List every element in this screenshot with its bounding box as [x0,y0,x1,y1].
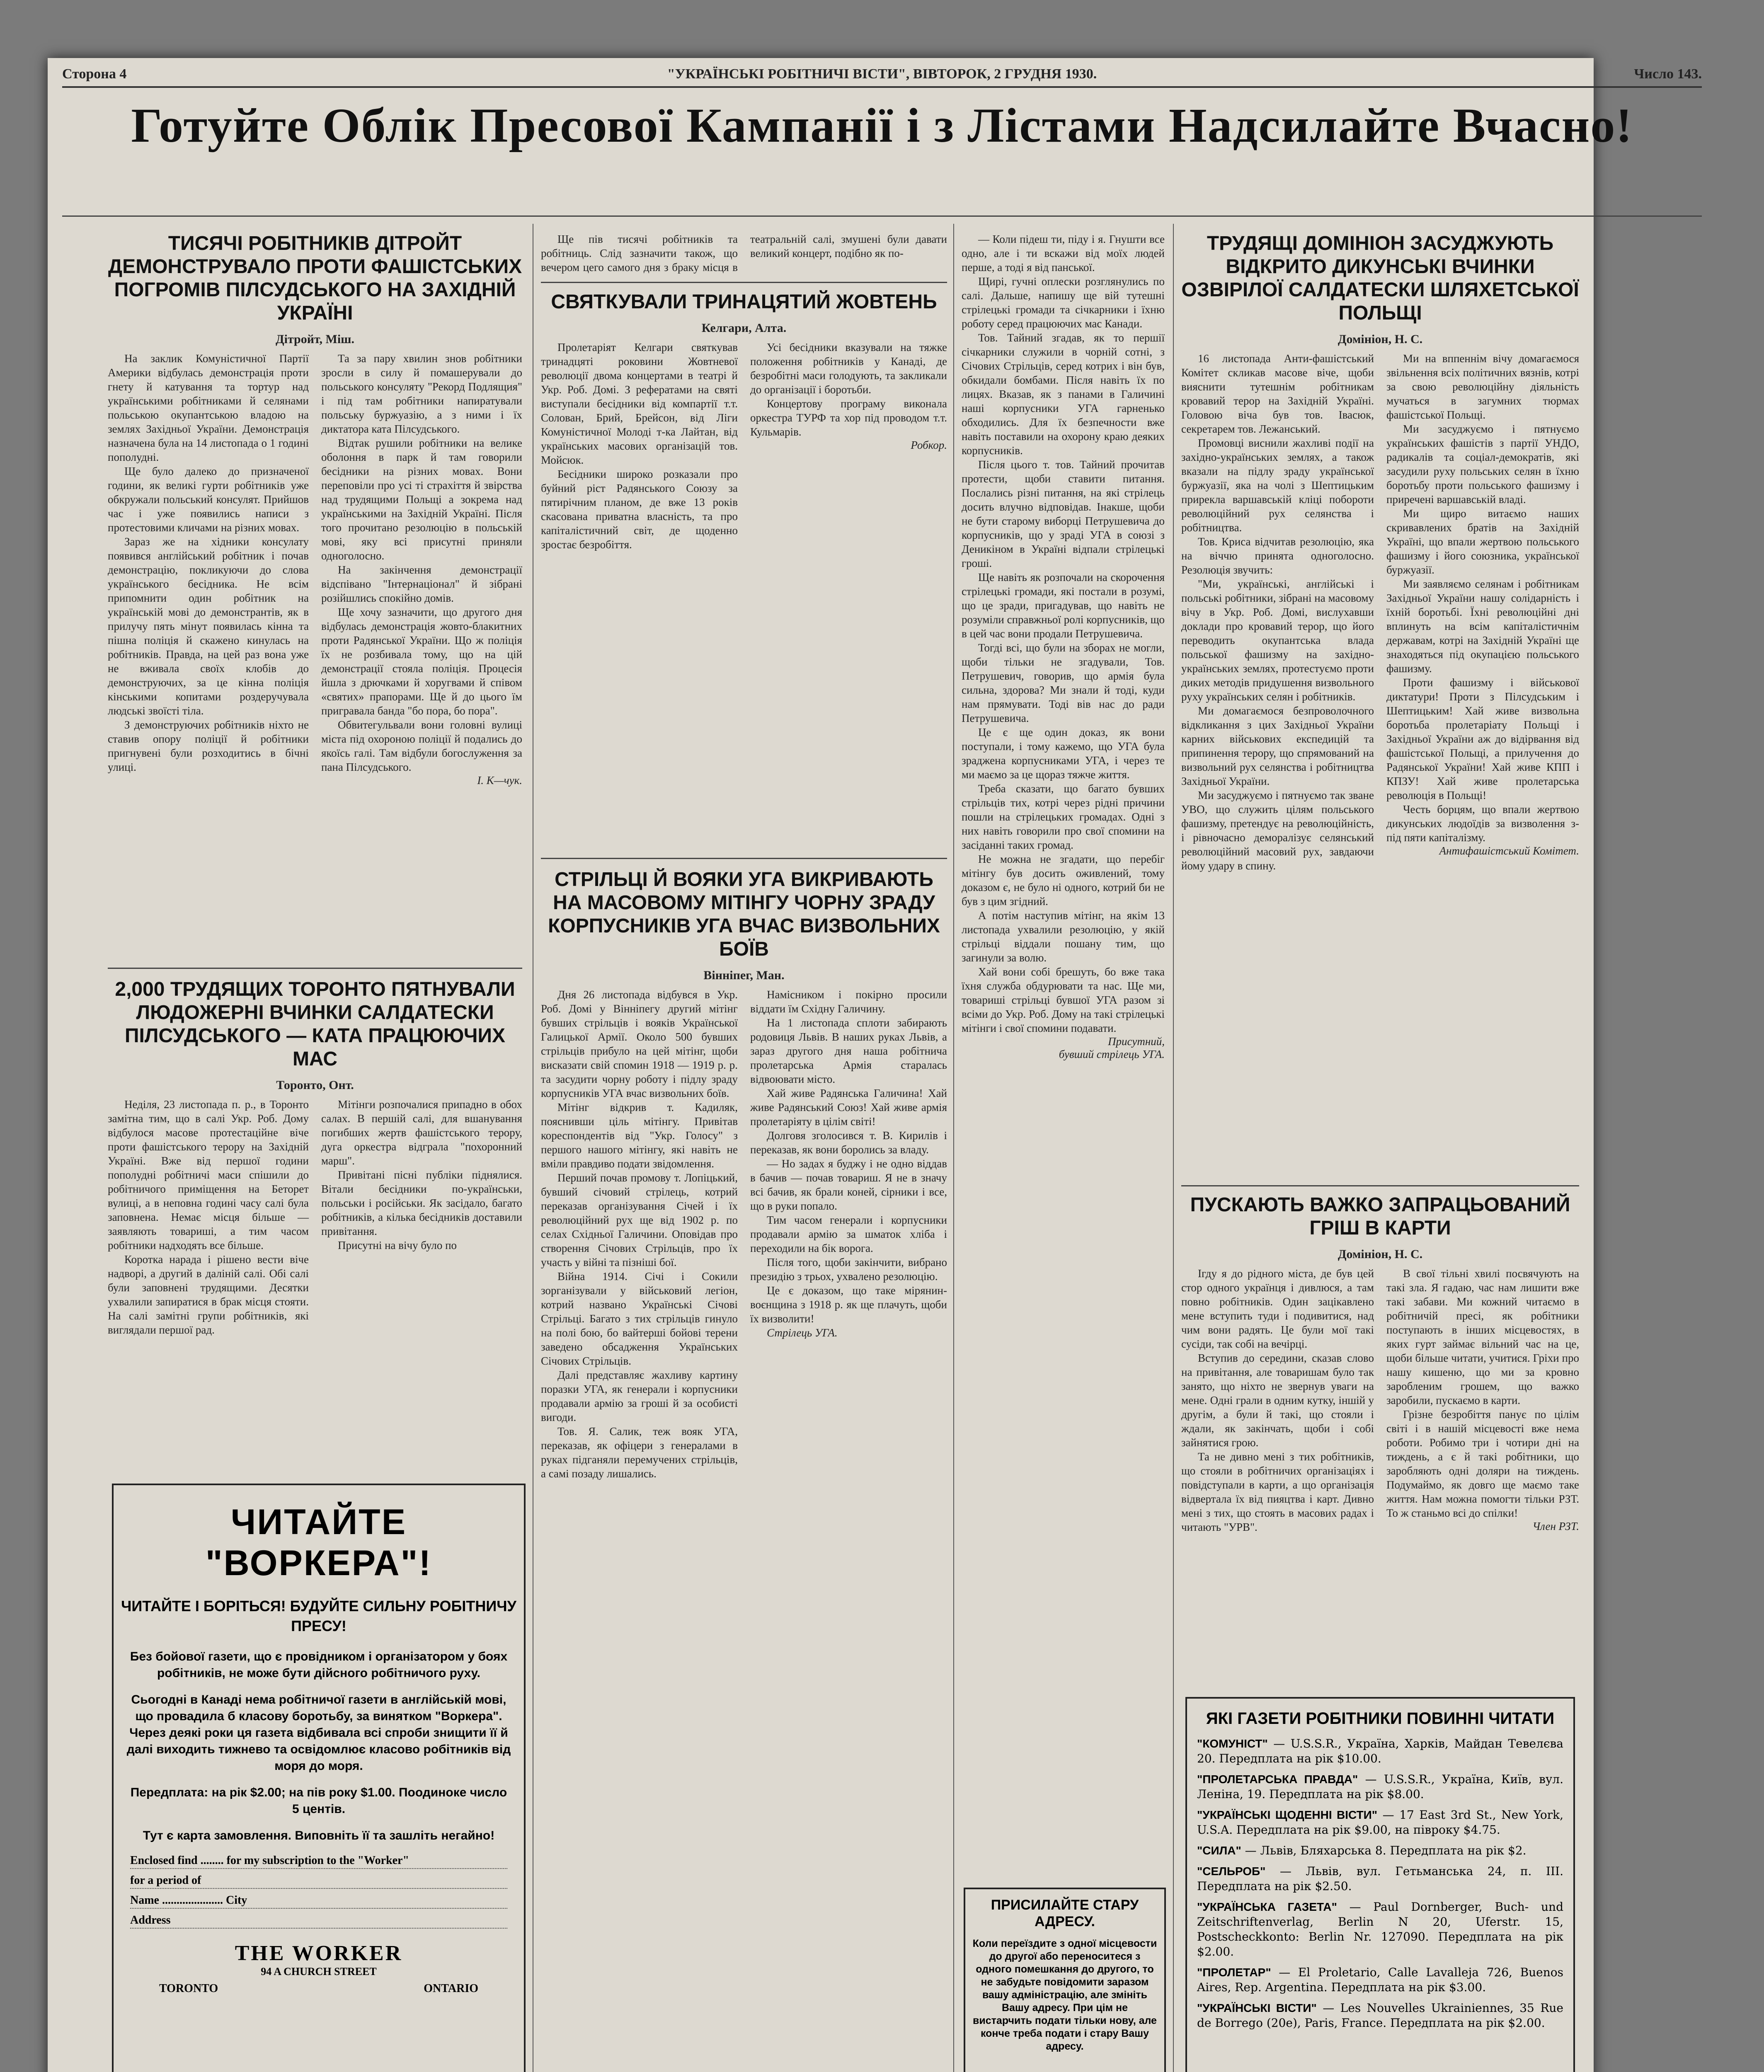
paragraph: Вступив до середини, сказав слово на привітання, але товаришам було так занято, що ніхто не звернув уваги на мене. Одні грали в одним кутку, іншій у другім, а були й такі, що стояли і ждали, як закінчать, щоби і собі зайнятися грою. [1181,1352,1374,1449]
banner-headline: Готуйте Облік Пресової Кампанії і з Лістами Надсилайте Вчасно! [131,98,1633,152]
newspaper-name: "УКРАЇНСЬКІ ВІСТИ" [1197,2002,1317,2014]
list-item [1197,1900,1563,1959]
headline: ТИСЯЧІ РОБІТНИКІВ ДІТРОЙТ ДЕМОНСТРУВАЛО ПРОТИ ФАШІСТСЬКИХ ПОГРОМІВ ПІЛСУДСЬКОГО НА ЗАХІДНІЙ УКРАЇНІ [108,232,522,324]
paragraph: Ще пів тисячі робітників та робітниць. Слід зазначити також, що вечером цего самого дня з браку місця в театральній салі, змушені були давати великий концерт, подібно як по- [541,233,947,274]
list-title: ЯКІ ГАЗЕТИ РОБІТНИКИ ПОВИННІ ЧИТАТИ [1206,1709,1555,1728]
paragraph: Концертову програму виконала оркестра ТУРФ та хор під проводом т.т. Кульмарів. [750,397,947,438]
newspaper-details: — Paul Dornberger, Buch- und Zeitschriftenverlag, Berlin N 20, Uferstr. 15, Postscheckkonto: Berlin Nr. 127090. Передплата на рік $2.00. [1197,1900,1563,1958]
header-rule [62,86,1702,88]
paragraph: Ми домагаємося безпроволочного відкликання з цих Західньої України карних військових експедицій та припинення терору, що спрямований на визвольний рух селянства і робітництва Західньої України. [1181,704,1374,787]
paragraph: Ми засуджуємо і пятнуємо українських фашістів з партії УНДО, радикалів та соціал-демократів, які засудили руху польських селян в їхню боротьбу проти польського фашизму і приречені варшавській владі. [1386,423,1579,506]
paragraph: Пролетаріят Келгари святкував тринадцяті роковини Жовтневої революції двома концертами в театрі й Укр. Роб. Домі. З рефератами на святі виступали бесідники від компартії т.т. Солован, Брий, Брейсон, від Ліги Комуністичної Молоді т-ка Лайтан, від українських масових організацій тов. Мойсюк. [541,341,738,466]
headline: ПУСКАЮТЬ ВАЖКО ЗАПРАЦЬОВАНИЙ ГРІШ В КАРТИ [1190,1194,1570,1239]
article-detroit [108,232,522,961]
list-item [1197,1772,1563,1802]
paragraph: 16 листопада Анти-фашістський Комітет скликав масове віче, щоби вияснити тутешнім робітникам кровавий терор на Західній Україні. Головою віча був тов. Івасюк, секретарем тов. Лежанський. [1181,352,1374,435]
paragraph: На закінчення демонстрації відспівано "Інтернаціонал" й зібрані розійшлись спокійно домів. [321,564,522,604]
article-cards [1181,1193,1579,1687]
notice-text: Коли переїздите з одної місцевости до другої або переноситеся з одного помешкання до другого, то не забудьте повідомити заразом вашу адміністрацію, але змініть Вашу адресу. При цім не вистарчить подати тільки нову, але конче треба подати і стару Вашу адресу. [972,1938,1157,2052]
paragraph: — Но задах я буджу і не одно віддав в бачив — почав товариш. Я не в значу всі бачив, як брали коней, сірники і все, що в руки попало. [750,1157,947,1212]
newspaper-name: "СЕЛЬРОБ" [1197,1865,1266,1878]
paragraph: На 1 листопада сплоти забирають родовиця Львів. В наших руках Львів, а зараз другого дня наша робітнича пролетарська Армія старалась відвоювати місто. [750,1017,947,1085]
newspaper-details: — 17 East 3rd St., New York, U.S.A. Передплата на рік $9.00, на півроку $4.75. [1197,1808,1564,1837]
signature: Антифашістський Комітет. [1439,845,1579,857]
paragraph: Ми щиро витаємо наших скривавлених братів на Західній Україні, що впали жертвою польського фашизму і його союзника, української буржуазії. [1386,507,1579,576]
newspaper-name: "ПРОЛЕТАРСЬКА ПРАВДА" [1197,1773,1358,1786]
headline: СТРІЛЬЦІ Й ВОЯКИ УГА ВИКРИВАЮТЬ НА МАСОВОМУ МІТІНГУ ЧОРНУ ЗРАДУ КОРПУСНИКІВ УГА ВЧАС ВИЗВОЛЬНИХ БОЇВ [548,869,940,960]
dateline: Домініон, Н. С. [1338,332,1423,346]
signature: Робкор. [911,439,947,451]
province: ONTARIO [424,1982,478,1995]
paragraph: На заклик Комуністичної Партії Америки відбулась демонстрація проти гнету й катування та тортур над українськими робітниками й селянами польською окупантською владою на землях Західньої України. Демонстрація назначена була на 14 листопада о 1 годині пополудні. [108,352,309,463]
org-address: 94 A CHURCH STREET [261,1965,377,1978]
article-rule [541,858,947,859]
paragraph: Ігду я до рідного міста, де був цей стор одного українця і дивлюся, а там повно робітників. Один зацікавлено мене вступить туди і подивитися, над чим вони радять. Це були мої такі сусіди, так собі на вечірці. [1181,1267,1374,1350]
paragraph: Тогді всі, що були на зборах не могли, щоби тільки не згадували, Тов. Петрушевич, говорив, що армія була сильна, здорова? Ми знали й тоді, куди нам прямувати. Тоді вів нас до ради Петрушевича. [962,641,1165,724]
newspaper-items [1197,1736,1563,2031]
paragraph: Неділя, 23 листопада п. р., в Торонто замітна тим, що в салі Укр. Роб. Дому відбулося масове протестаційне віче проти фашістського терору на Західній Україні. Вже від першої години пополудні робітничі маси спішили до робітничого приміщення на Беторет вулиці, а в неповна годині часу салі була заповнена. Немає місця більше — заявляють товариші, а тим часом робітники надходять все більше. [108,1098,309,1251]
paragraph: Далі представляє жахливу картину поразки УГА, як генерали і корпусники продавали армію за гроші й за особисті вигоди. [541,1369,738,1423]
form-line: Name ..................... City [130,1894,507,1909]
address-notice [964,1888,1166,2072]
dateline: Келгари, Алта. [701,321,787,335]
newspaper-name: "КОМУНІСТ" [1197,1737,1268,1750]
paragraph: Та за пару хвилин знов робітники зросли в силу й помашерували до польського консуляту "Рекорд Подлящия" і під там робітники напиратували польську буржуазію, а з ними і їх диктатора ката Пілсудського. [321,352,522,435]
paragraph: Зараз же на хідники консулату появився англійський робітник і почав демонстрацію, покликуючи до слова українського бесідника. Не всім припомнити один робітник на українській мові до демонстрантів, як в прилучу пять мінут появилась кінна та пішна поліція й скажено кинулась на робітників. Правда, на цей раз вона уже не вживала своїх клобів до демонструючих, за це кінна поліція кінськими копитами роздеручувала людські звоїсті тіла. [108,535,309,717]
ad-text: Без бойової газети, що є провідником і організатором у боях робітників, не може бути дійсного робітничого руху. [130,1650,508,1680]
org-name: THE WORKER [235,1941,403,1965]
paragraph: Усі бесідники вказували на тяжке положення робітників у Канаді, де безробітні маси голодують, та закликали до організації і боротьби. [750,341,947,396]
paragraph: Ми на вппеннім вічу домагаємося звільнення всіх політичних вязнів, котрі за свою революційну діяльність мучаться в загумних тюрмах фашістської Польщі. [1386,352,1579,421]
newspaper-name: "УКРАЇНСЬКІ ЩОДЕННІ ВІСТИ" [1197,1808,1378,1821]
headline: ТРУДЯЩІ ДОМІНІОН ЗАСУДЖУЮТЬ ВІДКРИТО ДИКУНСЬКІ ВЧИНКИ ОЗВІРІЛОЇ САЛДАТЕСКИ ШЛЯХЕТСЬКОЇ ПОЛЬЩІ [1181,232,1579,324]
page-header [62,62,1702,87]
dateline: Торонто, Онт. [276,1078,354,1092]
dateline: Дітройт, Міш. [275,332,354,346]
list-item [1197,1864,1563,1894]
article-toronto [108,978,522,1475]
form-line: Address [130,1914,507,1929]
page-label: Сторона 4 [62,66,127,82]
paragraph: А потім наступив мітінг, на якім 13 листопада ухвалили резолюцію, у якій стрільці віддали пошану тим, що загинули за волю. [962,909,1165,964]
newspaper-details: — U.S.S.R., Україна, Харків, Майдан Тевелєва 20. Передплата на рік $10.00. [1197,1737,1563,1765]
newspaper-name: "ПРОЛЕТАР" [1197,1966,1271,1979]
paragraph: Присутні на вічу було по [338,1239,457,1251]
newspaper-details: — U.S.S.R., Україна, Київ, вул. Леніна, 19. Передплата на рік $8.00. [1197,1772,1563,1801]
newspaper-details: — Львів, Бляхарська 8. Передплата на рік $2. [1245,1844,1527,1857]
newspaper-name: "СИЛА" [1197,1844,1241,1857]
newspaper-name: "УКРАЇНСЬКА ГАЗЕТА" [1197,1900,1337,1913]
headline: 2,000 ТРУДЯЩИХ ТОРОНТО ПЯТНУВАЛИ ЛЮДОЖЕРНІ ВЧИНКИ САЛДАТЕСКИ ПІЛСУДСЬКОГО — КАТА ПРАЦЮЮЧИХ МАС [115,978,515,1070]
paragraph: Привітані пісні публіки піднялися. Вітали бесідники по-українськи, польськи і російськи. Як засідало, багато робітників, а кілька бесідників доставили привітання. [321,1169,522,1237]
paragraph: — Коли підеш ти, піду і я. Гнушти все одно, але і ти вскажи від моїх людей перше, а тоді я від панської. [962,233,1165,274]
article-winnipeg [541,868,947,2072]
worker-ad [112,1484,526,2072]
paragraph: Дня 26 листопада відбувся в Укр. Роб. Домі у Вінніпегу другий мітінг бувших стрільців і вояків Української Галицької Армії. Около 500 бувших стрільців прибуло на цей мітінг, щоби висказати свій спомин 1918 — 1919 р. р. та засудити чорну роботу і підлу зраду корпусників УГА вчас визвольних боїв. [541,988,738,1099]
paragraph: Треба сказати, що багато бувших стрільців тих, котрі через рідні причини пошли на стрілецьких громадах. Одні з них навіть говорили про свої спомини на засіданні таких громад. [962,782,1165,851]
paragraph: Намісником і покірно просили віддати їм Східну Галичину. [750,988,947,1015]
article-dominion-committee [1181,232,1579,1198]
paragraph: Промовці виснили жахливі події на західно-українських землях, а також вказали на підлу зраду української буржуазії, яка на чолі з Шептицьким прирекла варшавській кліці побороти революційний рух селянства і робітництва. [1181,437,1374,534]
form-line: for a period of [130,1874,507,1889]
paragraph: Мітінги розпочалися припадно в обох салах. В першій салі, для вшанування погибших жертв фашістського терору, дуга оркестра відграла "похоронний марш". [321,1098,522,1167]
paragraph: Долговя зголосився т. В. Кирилів і переказав, як вони боролись за владу. [750,1129,947,1156]
dateline: Вінніпег, Ман. [703,968,785,982]
paragraph: Тим часом генерали і корпусники продавали армію за шматок хліба і переходили на бік ворога. [750,1214,947,1254]
ad-text: Сьогодні в Канаді нема робітничої газети в англійській мові, що провадила б класову боротьбу, за винятком "Воркера". Через деякі роки ця газета відбивала всі спроби знищити її й далі виходить тижнево та освідомлює класово робітників від моря до моря. [126,1693,511,1773]
paragraph: "Ми, українські, англійські і польські робітники, зібрані на масовому вічу в Укр. Роб. Домі, вислухавши доклади про кровавий терор, що його переводить окупантська влада польської фашизму на західно-українських землях, протестуємо проти диких методів придушення визвольного руху українських селян і робітників. [1181,578,1374,703]
list-item [1197,2001,1563,2031]
article-rule [541,282,947,283]
ad-text: Тут є карта замовлення. Виповніть її та зашліть негайно! [143,1829,495,1842]
newspaper-details: — Les Nouvelles Ukrainiennes, 35 Rue de Borrego (20e), Paris, France. Передплата на рік $2.00. [1197,2001,1564,2030]
paragraph: Тов. Я. Салик, теж вояк УГА, переказав, як офіцери з генералами в руках підганяли перемучених стрільців, а самі позаду лишались. [541,1425,738,1480]
paragraph: Це є ще один доказ, як вони поступали, і тому кажемо, що УГА була зраджена корпусниками УГА, і через те ми маємо за це щораз тяжче життя. [962,726,1165,781]
paragraph: Ще було далеко до призначеної години, як великі гурти робітників уже обкружали польський консулят. Прийшов час і уже появились написи з протестовими кличами на різних мовах. [108,465,309,534]
org-city [159,1982,478,1995]
article-calgary [541,232,947,854]
list-item [1197,1736,1563,1766]
paragraph: Та не дивно мені з тих робітників, що стояли в робітничих організаціях і повідступали в карти, а що організація відвертала їх від пияцтва і карт. Дивно мені з тих, що стоять в масових радах і читають "УРВ". [1181,1450,1374,1533]
ad-subtitle: ЧИТАЙТЕ І БОРІТЬСЯ! БУДУЙТЕ СИЛЬНУ РОБІТНИЧУ ПРЕСУ! [121,1598,516,1634]
article-continued [962,232,1165,1881]
signature: Член РЗТ. [1532,1520,1579,1532]
paragraph: Щирі, гучні оплески розглянулись по салі. Дальше, напишу ще вій тутешні стрілецькі громади та січкарники і їхню роботу серед працюючих мас Канади. [962,275,1165,330]
dateline: Домініон, Н. С. [1338,1247,1423,1261]
list-item [1197,1965,1563,1995]
banner-rule [62,215,1702,217]
paragraph: Стрілець УГА. [767,1326,838,1339]
article-rule [108,968,522,969]
paragraph: Проти фашизму і військової диктатури! Проти з Пілсудським і Шептицьким! Хай живе визвольна боротьба пролетаріату Польщі і Західньої України аж до відірвання від фашістської Польщі, а прилучення до Радянської України! Хай живе КПП і КПЗУ! Хай живе пролетарська революція в Польщі! [1386,676,1579,801]
paragraph: Після цього т. тов. Тайний прочитав протести, щоби ставити питання. Послались різні питання, на які стрілець досить влучно відповідав. Інакше, щоби не бути старому виборці Петрушевича до корпусників, що у зраді УГА в союзі з Деникіном в Україні відпали стрілецькі гроші. [962,458,1165,569]
ad-title: ЧИТАЙТЕ "ВОРКЕРА"! [205,1502,432,1583]
paragraph: Грізне безробіття панує по цілім світі і в нашій місцевості вже нема роботи. Робимо три і чотири дні на тиждень, а є й такі робітники, що заробляють одні доляри на тиждень. Подумаймо, як довго ще маємо таке життя. Нам можна помогти тільки РЗТ. То ж станьмо всі до спілки! [1386,1408,1579,1519]
list-item [1197,1843,1563,1858]
paragraph: Перший почав промову т. Лопіцький, бувший січовий стрілець, котрий переказав організування Січей і їх революційний рух ще від 1902 р. по селах Східньої Галичини. Оповідав про створення Січових Стрільців, про їх участь у війні та пізніші бої. [541,1172,738,1268]
paragraph: Мітінг відкрив т. Кадиляк, пояснивши ціль мітінгу. Привітав кореспондентів від "Укр. Голосу" з першого нашого мітінгу, які навіть не вміли правдиво подати звідомлення. [541,1101,738,1170]
city: TORONTO [159,1982,218,1995]
paragraph: З демонструючих робітників ніхто не ставив опору поліції й робітники пригнувені були розходитись в бічні улиці. [108,719,309,773]
newspapers-list [1185,1697,1575,2072]
paper-dateline: "УКРАЇНСЬКІ РОБІТНИЧІ ВІСТИ", ВІВТОРОК, 2 ГРУДНЯ 1930. [667,66,1097,82]
paragraph: Після того, щоби закінчити, вибрано президію з трьох, ухвалено резолюцію. [750,1256,947,1283]
headline: СВЯТКУВАЛИ ТРИНАЦЯТИЙ ЖОВТЕНЬ [551,291,937,313]
ad-price: Передплата: на рік $2.00; на пів року $1.00. Поодиноке число 5 центів. [130,1786,507,1816]
paragraph: Хай живе Радянська Галичина! Хай живе Радянський Союз! Хай живе армія пролетаріяту в цілім світі! [750,1087,947,1128]
paragraph: В свої тільні хвилі посвячують на такі зла. Я гадаю, час нам лишити вже такі забави. Ми кожний читаємо в робітничій пресі, як робітники поступають в інших місцевостях, в яких гурт займає вільний час на це, щоби більше читати, учитися. Гріхи про нашу кишеню, що ми за кровно заробленим грошем, що важко заробили, пускаємо в карти. [1386,1267,1579,1406]
paragraph: Тов. Криса відчитав резолюцію, яка на віччю принята одноголосно. Резолюція звучить: [1181,535,1374,576]
paragraph: Коротка нарада і рішено вести віче надворі, а другий в даліній салі. Обі салі були заповнені трудящими. Десятки ухвалили запиратися в брак місця стояти. На салі замітні групи робітників, які виглядали першої рад. [108,1253,309,1336]
paragraph: Не можна не згадати, що перебіг мітінгу був досить оживлений, тому доказом є, не було ні одного, котрий би не був з цим згідний. [962,853,1165,908]
paragraph: Бесідники широко розказали про буйний ріст Радянського Союзу за пятирічним планом, де вже 13 років скасована приватна власність, та про капіталістичний світ, де щоденно зростає безробіття. [541,468,738,551]
paragraph: Хай вони собі брешуть, бо вже така їхня служба обдурювати та нас. Ще ми, товариші стрільці бувшої УГА разом зі всіми до Укр. Роб. Дому на такі стрілецькі мітінги і свої спомини подавати. [962,966,1165,1034]
list-item [1197,1808,1563,1837]
paragraph: Честь борцям, що впали жертвою дикунських людоїдів за визволення з-під пяти капіталізму. [1386,803,1579,844]
issue-number: Число 143. [1634,66,1702,82]
signature: Присутний, [1108,1035,1165,1048]
newspaper-details: — Львів, вул. Гетьманська 24, п. ІІІ. Передплата на рік $2.50. [1197,1864,1563,1893]
paragraph: Війна 1914. Січі і Сокили зорганізували у військовий легіон, котрий названо Українські Січові Стрільці. Багато з тих стрільців гинуло на полі бою, бо вайтерші бойові терени заведено обсадження Українських Січових Стрільців. [541,1270,738,1367]
paragraph: Відтак рушили робітники на велике оболоння в парк й там говорили бесідники на різних мовах. Вони переповіли про усі ті страхіття й звірства над трудящими Польщі а зокрема над українськими на Західній Україні. Після того прочитано резолюцію в польській мові, яку всі присутні приняли одноголосно. [321,437,522,562]
signature: І. К—чук. [477,774,522,787]
signature: бувший стрілець УГА. [1059,1048,1165,1060]
paragraph: Ми заявляємо селянам і робітникам Західньої України нашу солідарність і їхній боротьбі. Їхні революційні дні вплинуть на всім капіталістичнім державам, котрі на Західній Україні ще знаходяться під окупацією польського фашизму. [1386,578,1579,675]
form-line: Enclosed find ........ for my subscription to the "Worker" [130,1854,507,1869]
column-rule [1173,224,1174,2072]
paragraph: Ще навіть як розпочали на скорочення стрілецькі громади, які постали в розумі, що це зради, пригадував, що навіть не розуміли справжньої ролі корпусників, що в цей час вони продали Петрушевича. [962,571,1165,640]
paragraph: Ми засуджуємо і пятнуємо так зване УВО, що служить цілям польського фашизму, претендує на революційність, і рівночасно деморалізує селянський революційний масовий рух, завдаючи йому удару в спину. [1181,789,1374,872]
column-rule [953,224,954,2072]
paragraph: Ще хочу зазначити, що другого дня відбулась демонстрація жовто-блакитних проти Радянської України. Що ж поліція їх не розбивала тому, що на цій демонстрації стояла поліція. Процесія йшла з дрючками й хоругвами й співом «святих» прапорами. Ще й до цього їм пригравала банда "бо пора, бо пора". [321,606,522,717]
notice-title: ПРИСИЛАЙТЕ СТАРУ АДРЕСУ. [991,1897,1139,1929]
paragraph: Це є доказом, що таке мірянин-воєнщина з 1918 р. як ще плачуть, щоби їх визволити! [750,1284,947,1325]
paragraph: Обвитегульвали вони головні вулиці міста під охороною поліції й подались до якоїсь галі. Там відбули богослуження за пана Пілсудського. [321,719,522,773]
paragraph: Тов. Тайний згадав, як то першії січкарники служили в чорній сотні, з Січових Стрільців, серед котрих і він був, обкидали бомбами. Після навіть їх по лицях. Вказав, як з панами в Галичині наші корпусники УГА гарненько обходились. Для їх безпечности вже навіть поставили на охорону краю деяких корпусників. [962,332,1165,457]
article-rule [1181,1185,1579,1186]
newspaper-details: — El Proletario, Calle Lavalleja 726, Buenos Aires, Rep. Argentina. Передплата на рік $3.00. [1197,1965,1564,1994]
